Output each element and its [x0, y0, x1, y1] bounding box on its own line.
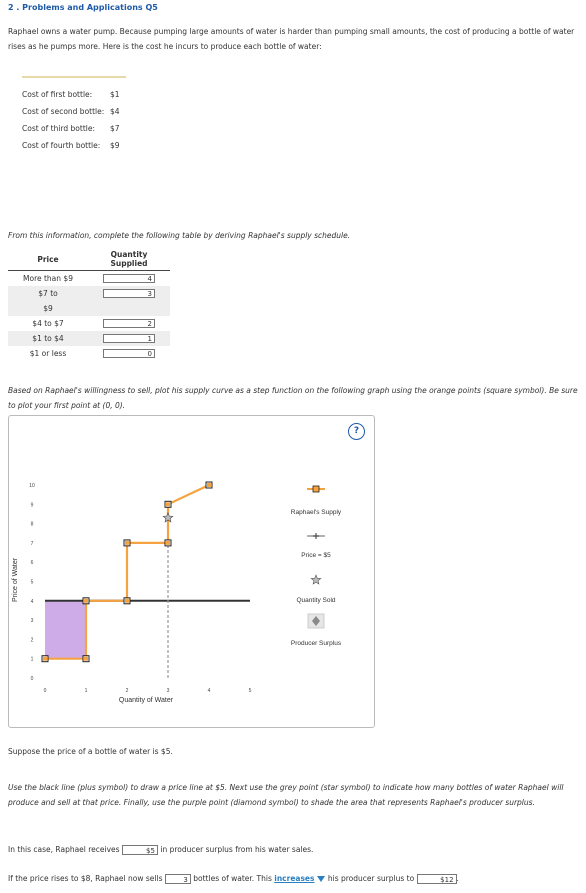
legend-label: Producer Surplus — [290, 640, 342, 647]
quantity-sold-input[interactable]: 3 — [165, 874, 191, 884]
quantity-input[interactable]: 3 — [103, 289, 155, 298]
x-axis-label: Quantity of Water — [118, 697, 174, 704]
answer2-pre: If the price rises to $8, Raphael now sells — [8, 874, 163, 883]
x-tick-label: 0 — [43, 688, 47, 694]
answer1-pre: In this case, Raphael receives — [8, 845, 120, 854]
cost-label: Cost of first bottle: — [22, 90, 93, 99]
y-tick-label: 10 — [29, 483, 35, 489]
supply-point-fill — [84, 657, 88, 661]
cost-label: Cost of third bottle: — [22, 124, 96, 133]
supply-point-fill — [125, 541, 129, 545]
help-icon[interactable]: ? — [348, 423, 365, 440]
y-tick-label: 9 — [30, 502, 34, 509]
x-tick-label: 2 — [125, 688, 129, 694]
legend-label: Raphael's Supply — [290, 509, 342, 516]
answer1-post: in producer surplus from his water sales. — [160, 845, 314, 854]
answer2-post: his producer surplus to — [327, 874, 415, 883]
supply-point-fill — [125, 599, 129, 603]
price-cell: $4 to $7 — [32, 319, 64, 328]
y-tick-label: 8 — [30, 521, 34, 528]
cost-value: $4 — [110, 107, 120, 116]
price-cell: $1 or less — [29, 349, 67, 358]
quantity-input[interactable]: 4 — [103, 274, 155, 283]
producer-surplus-area — [45, 601, 86, 659]
x-tick-label: 4 — [207, 688, 211, 694]
supply-point-fill — [166, 541, 170, 545]
legend-star-icon — [311, 575, 321, 584]
surplus-input[interactable]: $5 — [122, 845, 158, 855]
cost-label: Cost of fourth bottle: — [22, 141, 101, 150]
instruction-graph: Based on Raphael's willingness to sell, plot his supply curve as a step function on the following graph using the orange points (square symbol). Be sure to plot your first point at (0, 0). — [8, 386, 578, 410]
legend-plus-icon — [313, 533, 319, 539]
dropdown-value: increases — [274, 874, 315, 883]
new-surplus-input[interactable]: $12 — [417, 874, 457, 884]
quantity-input[interactable]: 0 — [103, 349, 155, 358]
answer2-end: . — [456, 874, 459, 883]
quantity-input[interactable]: 2 — [103, 319, 155, 328]
y-tick-label: 6 — [30, 560, 34, 567]
supply-point-fill — [166, 502, 170, 506]
instruction-table: From this information, complete the following table by deriving Raphael's supply schedule. — [8, 231, 351, 240]
surplus-change-dropdown[interactable] — [274, 874, 325, 883]
x-tick-label: 1 — [84, 688, 88, 694]
y-tick-label: 3 — [30, 618, 34, 625]
price-cell: $9 — [8, 301, 88, 316]
quantity-input[interactable]: 1 — [103, 334, 155, 343]
answer2-mid: bottles of water. This — [193, 874, 272, 883]
supply-point-fill — [207, 483, 211, 487]
quantity-header: Quantity Supplied — [88, 248, 170, 271]
answer-line-2 — [8, 871, 580, 886]
y-tick-label: 5 — [30, 579, 34, 586]
price-cell: $1 to $4 — [8, 331, 88, 346]
instruction-draw: Use the black line (plus symbol) to draw a price line at $5. Next use the grey point (star symbol) to indicate how many bottles of water Raphael will produce and sell at that price. Finally, use the purple point (diamond symbol) to shade the area that represents Raphael's producer surplus. — [8, 783, 564, 807]
legend-supply-square-icon — [313, 486, 319, 492]
y-tick-label: 0 — [30, 676, 34, 682]
supply-point-fill — [84, 599, 88, 603]
y-axis-label: Price of Water — [12, 557, 19, 603]
cost-value: $7 — [110, 124, 120, 133]
y-tick-label: 1 — [30, 656, 34, 663]
price-header: Price — [8, 248, 88, 271]
legend-label: Quantity Sold — [296, 597, 336, 604]
chevron-down-icon — [317, 876, 325, 882]
y-tick-label: 7 — [30, 540, 34, 547]
y-tick-label: 2 — [30, 637, 34, 644]
price-cell: $7 to — [8, 286, 88, 301]
intro-text: Raphael owns a water pump. Because pumping large amounts of water is harder than pumping small amounts, the cost of producing a bottle of water rises as he pumps more. Here is the cost he incurs to produce each bottle of water: — [8, 27, 575, 51]
cost-value: $9 — [110, 141, 120, 150]
x-tick-label: 5 — [248, 688, 252, 694]
answer-line-1 — [8, 842, 580, 857]
cost-label: Cost of second bottle: — [22, 107, 105, 116]
supply-point-fill — [43, 657, 47, 661]
question-price: Suppose the price of a bottle of water is $5. — [8, 747, 173, 756]
page-title: 2 . Problems and Applications Q5 — [8, 3, 158, 12]
price-cell: More than $9 — [23, 274, 73, 283]
cost-value: $1 — [110, 90, 120, 99]
legend-label: Price = $5 — [301, 552, 331, 559]
y-tick-label: 4 — [30, 598, 34, 605]
x-tick-label: 3 — [166, 688, 170, 694]
